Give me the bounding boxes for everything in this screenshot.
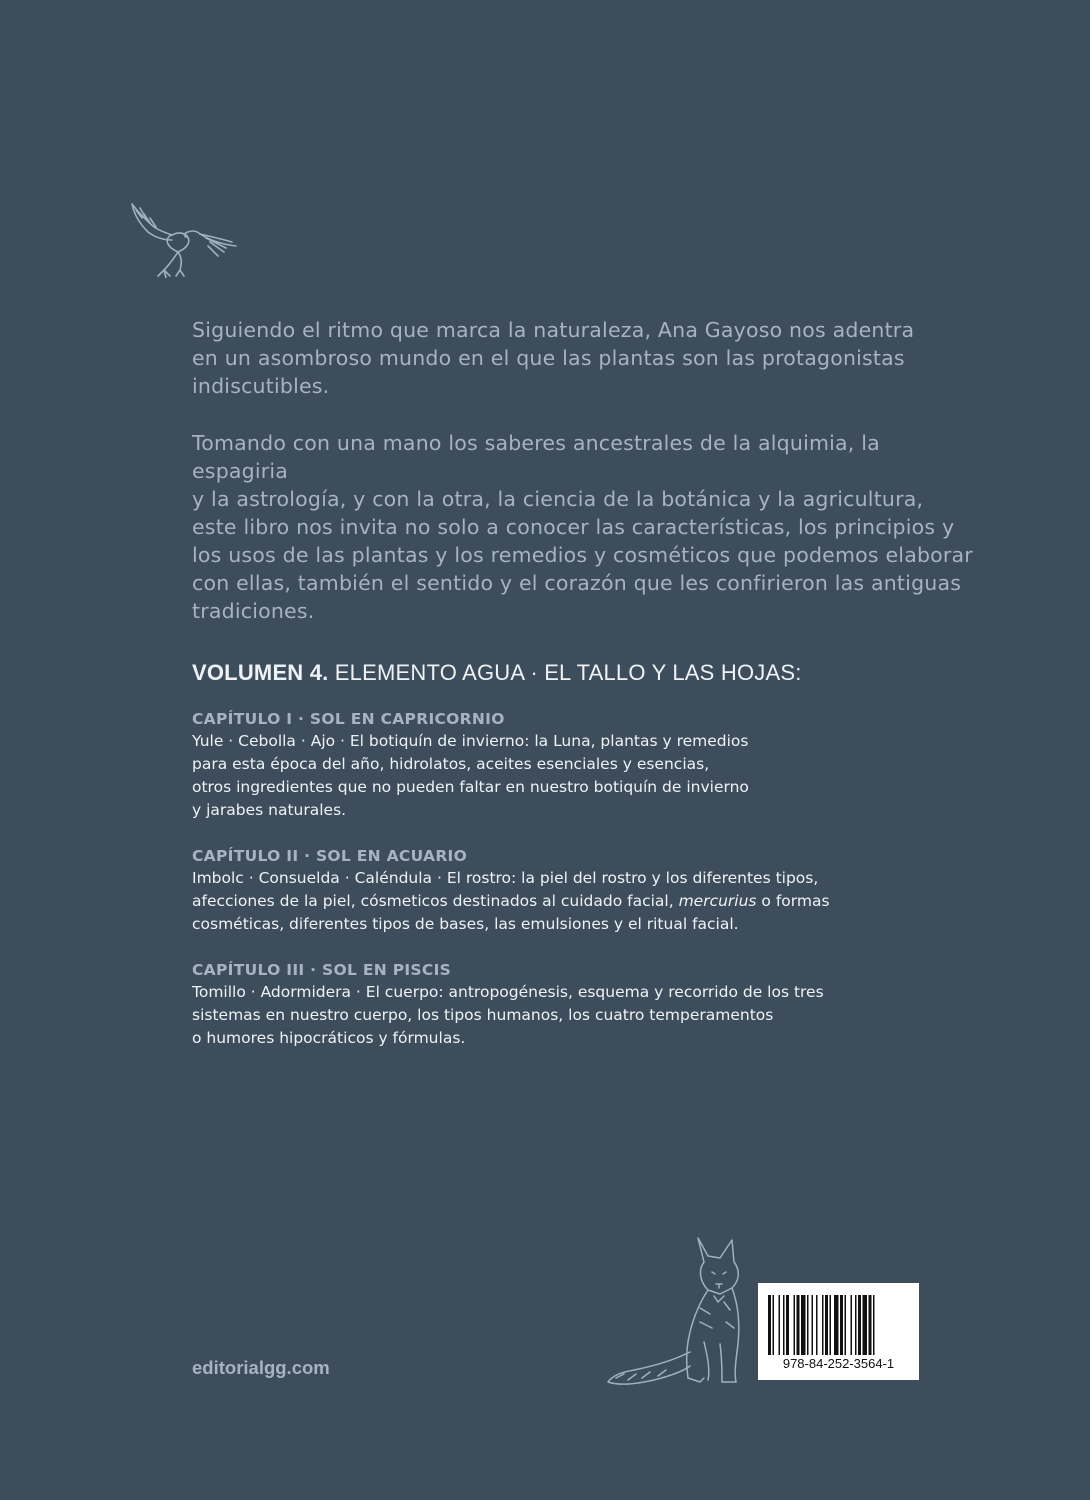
chapter-line: otros ingredientes que no pueden faltar en nuestro botiquín de invierno bbox=[192, 778, 749, 796]
barcode-bar bbox=[773, 1295, 775, 1355]
barcode-bar bbox=[840, 1295, 843, 1355]
chapter-title: CAPÍTULO III · SOL EN PISCIS bbox=[192, 961, 452, 979]
chapter-line: para esta época del año, hidrolatos, aceites esenciales y esencias, bbox=[192, 755, 710, 773]
dove-illustration-icon bbox=[128, 200, 240, 278]
barcode-bar bbox=[768, 1295, 771, 1355]
blurb-line: los usos de las plantas y los remedios y cosméticos que podemos elaborar bbox=[192, 543, 973, 567]
chapter-line: cosméticas, diferentes tipos de bases, las emulsiones y el ritual facial. bbox=[192, 915, 739, 933]
chapter-title: CAPÍTULO I · SOL EN CAPRICORNIO bbox=[192, 710, 505, 728]
chapter-line-part: afecciones de la piel, cósmeticos destinados al cuidado facial, bbox=[192, 892, 679, 910]
chapter-3 bbox=[192, 961, 1012, 1050]
blurb-line: este libro nos invita no solo a conocer las características, los principios y bbox=[192, 515, 955, 539]
barcode-bar bbox=[873, 1295, 875, 1355]
barcode-bar bbox=[779, 1295, 781, 1355]
barcode-bar bbox=[801, 1295, 806, 1355]
barcode-bar bbox=[807, 1295, 809, 1355]
barcode-bar bbox=[869, 1295, 872, 1355]
barcode-bar bbox=[845, 1295, 847, 1355]
barcode-bar bbox=[816, 1295, 818, 1355]
chapter-line: Tomillo · Adormidera · El cuerpo: antropogénesis, esquema y recorrido de los tres bbox=[192, 983, 824, 1001]
blurb bbox=[192, 316, 982, 654]
volume-number: VOLUMEN 4. bbox=[192, 660, 329, 685]
chapter-line-part: o formas bbox=[756, 892, 830, 910]
barcode bbox=[758, 1283, 919, 1380]
chapter-1 bbox=[192, 710, 1012, 822]
barcode-bar bbox=[783, 1295, 785, 1355]
barcode-bar bbox=[812, 1295, 814, 1355]
publisher-website[interactable]: editorialgg.com bbox=[192, 1357, 330, 1378]
barcode-bar bbox=[830, 1295, 832, 1355]
barcode-bar bbox=[797, 1295, 800, 1355]
barcode-bar bbox=[851, 1295, 853, 1355]
barcode-bar bbox=[786, 1295, 789, 1355]
blurb-paragraph-1 bbox=[192, 316, 982, 400]
blurb-line: en un asombroso mundo en el que las plantas son las protagonistas bbox=[192, 346, 905, 370]
barcode-bar bbox=[794, 1295, 796, 1355]
barcode-bar bbox=[834, 1295, 839, 1355]
blurb-paragraph-2 bbox=[192, 429, 982, 625]
chapter-line: sistemas en nuestro cuerpo, los tipos humanos, los cuatro temperamentos bbox=[192, 1006, 774, 1024]
blurb-line: tradiciones. bbox=[192, 599, 315, 623]
chapter-line: Yule · Cebolla · Ajo · El botiquín de invierno: la Luna, plantas y remedios bbox=[192, 732, 749, 750]
chapter-line-emphasis: mercurius bbox=[678, 892, 757, 910]
blurb-line: Siguiendo el ritmo que marca la naturaleza, Ana Gayoso nos adentra bbox=[192, 318, 915, 342]
chapter-line: Imbolc · Consuelda · Caléndula · El rostro: la piel del rostro y los diferentes tipos, bbox=[192, 869, 819, 887]
blurb-line: Tomando con una mano los saberes ancestrales de la alquimia, la espagiria bbox=[192, 431, 880, 483]
blurb-line: y la astrología, y con la otra, la ciencia de la botánica y la agricultura, bbox=[192, 487, 924, 511]
chapter-2 bbox=[192, 847, 1012, 936]
chapter-title: CAPÍTULO II · SOL EN ACUARIO bbox=[192, 847, 468, 865]
blurb-line: indiscutibles. bbox=[192, 374, 330, 398]
chapter-line: y jarabes naturales. bbox=[192, 801, 347, 819]
barcode-bar bbox=[822, 1295, 824, 1355]
volume-title: ELEMENTO AGUA · EL TALLO Y LAS HOJAS: bbox=[328, 660, 802, 685]
barcode-icon bbox=[768, 1295, 909, 1355]
barcode-bar bbox=[855, 1295, 857, 1355]
barcode-bar bbox=[863, 1295, 868, 1355]
blurb-line: con ellas, también el sentido y el corazón que les confirieron las antiguas bbox=[192, 571, 962, 595]
volume-heading bbox=[192, 660, 1012, 686]
barcode-bar bbox=[825, 1295, 828, 1355]
fox-illustration-icon bbox=[604, 1232, 764, 1392]
chapter-line bbox=[192, 890, 1012, 913]
chapter-line: o humores hipocráticos y fórmulas. bbox=[192, 1029, 466, 1047]
barcode-bar bbox=[858, 1295, 861, 1355]
isbn-number: 978-84-252-3564-1 bbox=[782, 1356, 895, 1371]
